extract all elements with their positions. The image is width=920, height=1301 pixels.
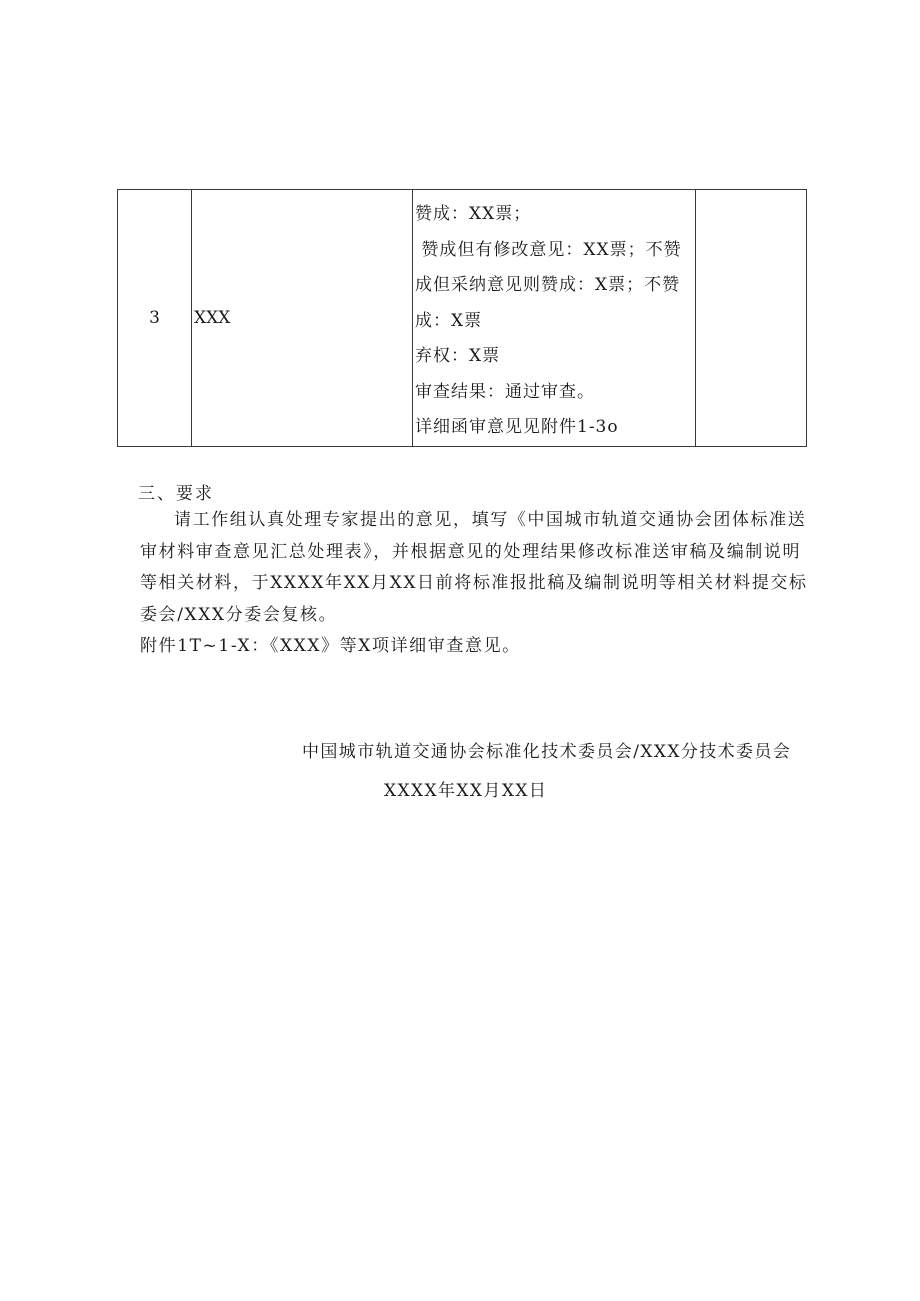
- table-row: [118, 190, 807, 447]
- vote-result-line: 赞成：XX票；: [415, 204, 532, 224]
- row-number-cell: 3: [118, 190, 192, 447]
- paragraph-line: 等相关材料，于XXXX年XX月XX日前将标准报批稿及编制说明等相关材料提交标: [140, 573, 808, 593]
- signature-date: XXXX年XX月XX日: [384, 781, 548, 801]
- standard-name-cell: XXX: [192, 190, 413, 447]
- vote-result-line: 审查结果：通过审查。: [415, 381, 595, 402]
- paragraph-line: 请工作组认真处理专家提出的意见，填写《中国城市轨道交通协会团体标准送: [174, 510, 807, 530]
- vote-result-cell: [413, 190, 696, 447]
- vote-result-lines: [413, 190, 695, 446]
- vote-result-line: 成：X票: [415, 310, 483, 331]
- note-cell: [696, 190, 807, 447]
- vote-result-line: 成但采纳意见则赞成：X票；不赞: [415, 275, 681, 295]
- vote-result-line: 赞成但有修改意见：XX票；不赞: [415, 239, 682, 260]
- review-result-table: [117, 189, 807, 447]
- paragraph-line: 审材料审查意见汇总处理表》，并根据意见的处理结果修改标准送审稿及编制说明: [140, 541, 802, 562]
- vote-result-line: 详细函审意见见附件1-3o: [415, 417, 619, 437]
- paragraph-line: 委会/XXX分委会复核。: [140, 604, 338, 625]
- section-heading: 三、要求: [138, 484, 214, 504]
- attachment-line: 附件1T~1-X：《XXX》等X项详细审查意见。: [140, 636, 521, 656]
- requirements-paragraph: [140, 505, 810, 663]
- vote-result-line: 弃权：X票: [415, 346, 501, 366]
- signature-organization: 中国城市轨道交通协会标准化技术委员会/XXX分技术委员会: [302, 742, 792, 762]
